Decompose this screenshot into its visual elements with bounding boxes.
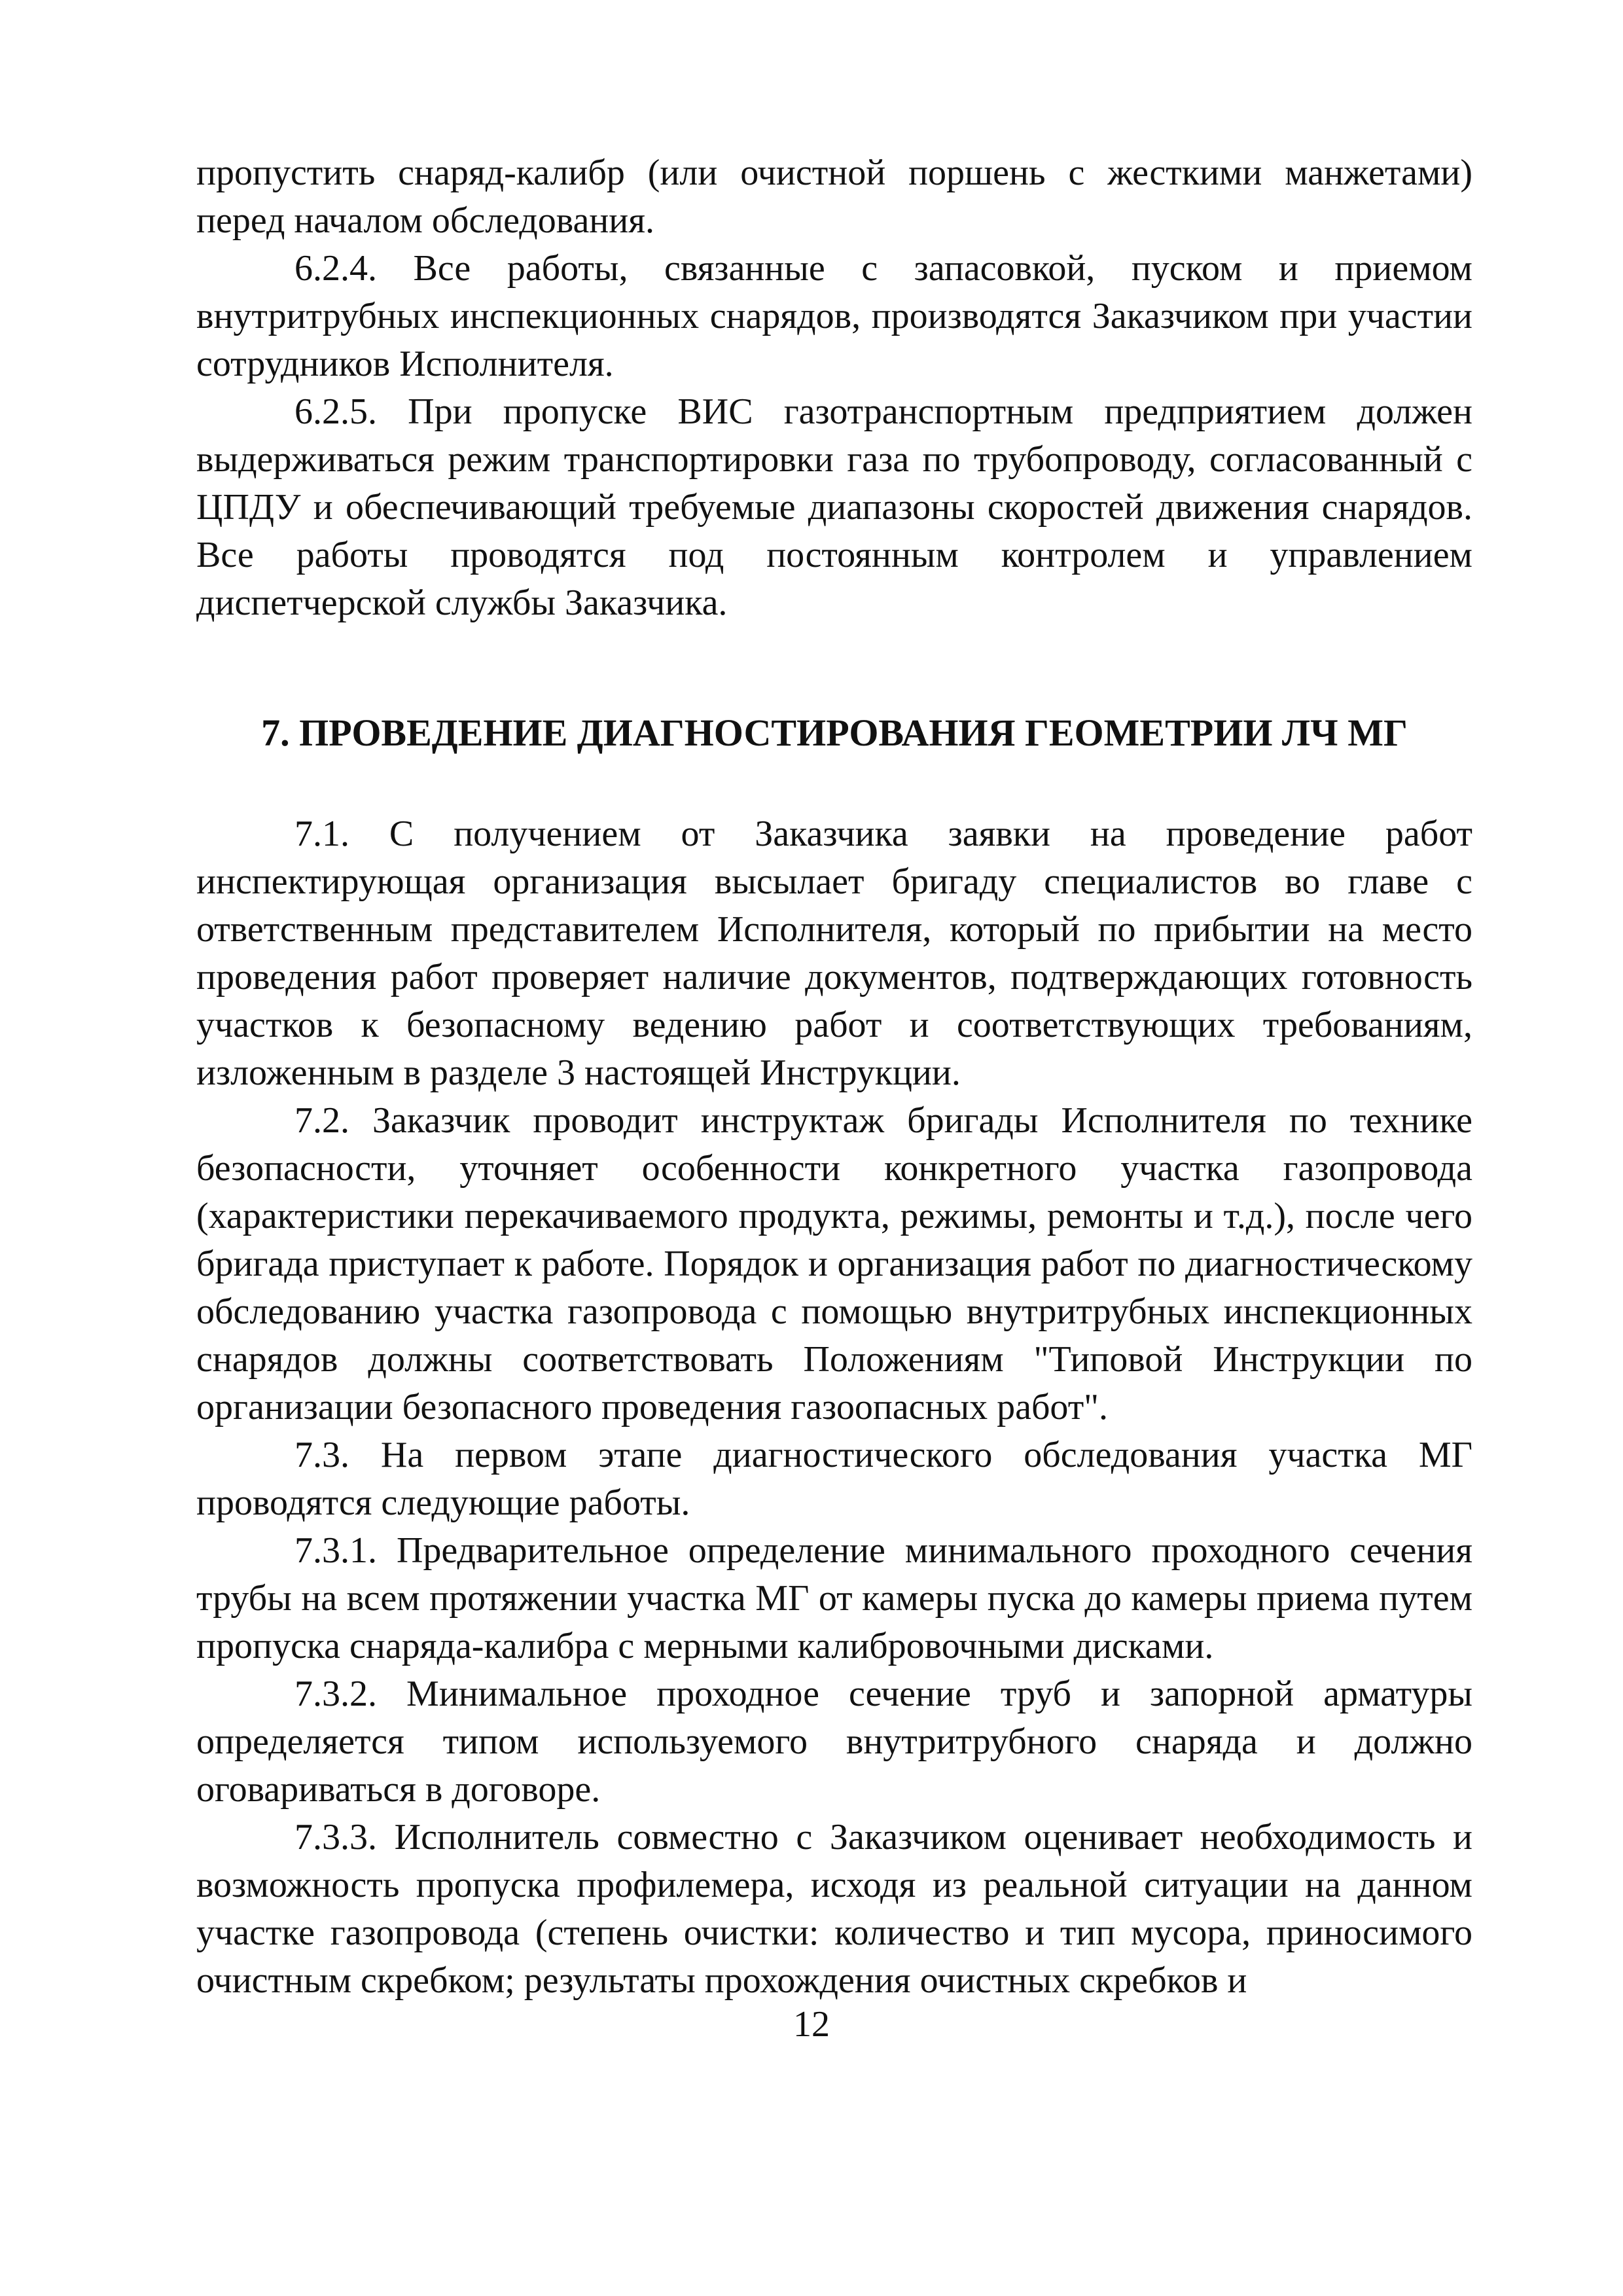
paragraph-7-3: 7.3. На первом этапе диагностического обследования участка МГ проводятся следующие работы.	[196, 1435, 1472, 1523]
paragraph-6-2-5: 6.2.5. При пропуске ВИС газотранспортным предприятием должен выдерживаться режим транспортировки газа по трубопроводу, согласованный с ЦПДУ и обеспечивающий требуемые диапазоны скоростей движения снарядов. Все работы проводятся под постоянным контролем и управлением диспетчерской службы Заказчика.	[196, 391, 1472, 623]
paragraph-7-3-2: 7.3.2. Минимальное проходное сечение труб и запорной арматуры определяется типом используемого внутритрубного снаряда и должно оговариваться в договоре.	[196, 1674, 1472, 1810]
paragraph-7-2: 7.2. Заказчик проводит инструктаж бригады Исполнителя по технике безопасности, уточняет особенности конкретного участка газопровода (характеристики перекачиваемого продукта, режимы, ремонты и т.д.), после чего бригада приступает к работе. Порядок и организация работ по диагностическому обследованию участка газопровода с помощью внутритрубных инспекционных снарядов должны соответствовать Положениям "Типовой Инструкции по организации безопасного проведения газоопасных работ".	[196, 1100, 1472, 1427]
paragraph-7-1: 7.1. С получением от Заказчика заявки на проведение работ инспектирующая организация высылает бригаду специалистов во главе с ответственным представителем Исполнителя, который по прибытии на место проведения работ проверяет наличие документов, подтверждающих готовность участков к безопасному ведению работ и соответствующих требованиям, изложенным в разделе 3 настоящей Инструкции.	[196, 814, 1472, 1093]
page-number: 12	[793, 2004, 830, 2045]
paragraph-7-3-1: 7.3.1. Предварительное определение минимального проходного сечения трубы на всем протяжении участка МГ от камеры пуска до камеры приема путем пропуска снаряда-калибра с мерными калибровочными дисками.	[196, 1530, 1472, 1666]
paragraph-6-2-4: 6.2.4. Все работы, связанные с запасовкой, пуском и приемом внутритрубных инспекционных снарядов, производятся Заказчиком при участии сотрудников Исполнителя.	[196, 248, 1472, 384]
paragraph-continuation: пропустить снаряд-калибр (или очистной поршень с жесткими манжетами) перед началом обследования.	[196, 152, 1472, 241]
paragraph-7-3-3: 7.3.3. Исполнитель совместно с Заказчиком оценивает необходимость и возможность пропуска профилемера, исходя из реальной ситуации на данном участке газопровода (степень очистки: количество и тип мусора, приносимого очистным скребком; результаты прохождения очистных скребков и	[196, 1817, 1472, 2001]
document-body	[196, 149, 1472, 2005]
section-heading: 7. ПРОВЕДЕНИЕ ДИАГНОСТИРОВАНИЯ ГЕОМЕТРИИ ЛЧ МГ	[261, 711, 1408, 754]
